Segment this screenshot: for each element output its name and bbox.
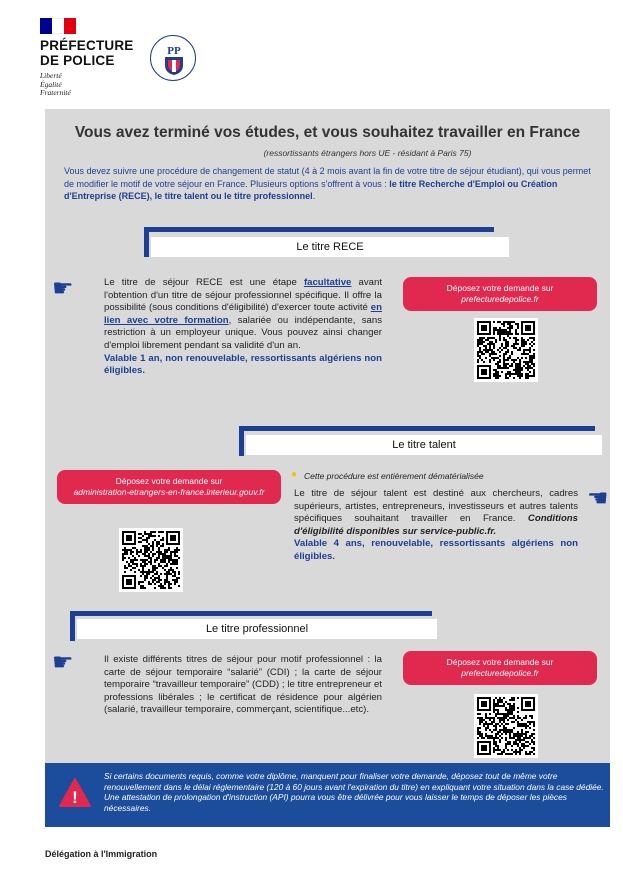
- devise: [40, 72, 71, 98]
- rece-text-1: Le titre de séjour RECE est une étape: [104, 277, 304, 288]
- talent-heading-accent-left: [239, 426, 244, 456]
- rece-description: [104, 277, 382, 378]
- devise-fraternite: Fraternité: [40, 88, 71, 97]
- pro-description: [104, 654, 382, 717]
- page-title: Vous avez terminé vos études, et vous souhaitez travailler en France: [74, 124, 581, 141]
- pro-button-line-1: Déposez votre demande sur: [446, 657, 554, 667]
- intro-end: .: [312, 191, 316, 201]
- lightbulb-icon: ●: [291, 469, 298, 480]
- intro-paragraph: [64, 165, 592, 203]
- warning-mark: !: [72, 788, 78, 807]
- alert-text: Si certains documents requis, comme votre diplôme, manquent pour finaliser votre demande, déposez tout de même votre renouvellement dans le délai réglementaire (120 à 60 jours avant l'expiration du titre) en expliquant votre situation dans la case dédiée. Une attestation de prolongation d'instruction (API) pourra vous être délivrée pour vous laisser le temps de déposer les pièces nécessaires.: [104, 771, 604, 813]
- rece-heading-accent-left: [144, 227, 149, 257]
- rece-qr-code[interactable]: [474, 318, 538, 382]
- talent-qr-code[interactable]: [119, 528, 183, 592]
- rece-heading: Le titre RECE: [151, 237, 509, 257]
- talent-note: Cette procédure est entièrement dématérialisée: [304, 471, 484, 481]
- talent-validity: Valable 4 ans, renouvelable, ressortissants algériens non éligibles.: [294, 538, 578, 562]
- talent-text: Le titre de séjour talent est destiné aux chercheurs, cadres supérieurs, artistes, entrepreneurs, investisseurs et autres talents spécifiques souhaitant travailler en France.: [294, 488, 578, 525]
- rece-button-link: prefecturedepolice.fr: [461, 294, 539, 304]
- rece-validity: Valable 1 an, non renouvelable, ressortissants algériens non éligibles.: [104, 352, 382, 377]
- intro-bold-options: le titre Recherche d'Emploi ou Création d'Entreprise (RECE), le titre talent ou le titre professionnel: [64, 178, 558, 201]
- prefecture-name: [40, 38, 134, 68]
- rece-text-2: avant l'obtention d'un titre de séjour professionnel spécifique. Il offre la possibilité (sous conditions d'éligibilité) d'exercer toute activité: [104, 277, 382, 314]
- prefecture-line-2: DE POLICE: [40, 53, 115, 68]
- svg-text:PP: PP: [167, 45, 181, 57]
- rece-button-line-1: Déposez votre demande sur: [446, 283, 554, 293]
- talent-button-link: administration-etrangers-en-france.interieur.gouv.fr: [73, 487, 265, 497]
- republique-flag-logo: [40, 18, 76, 34]
- pro-text: Il existe différents titres de séjour pour motif professionnel : la carte de séjour temporaire “salarié” (CDI) ; la carte de séjour temporaire “travailleur temporaire” (CDD) ; le titre entrepreneur et professions libérales ; le certificat de résidence pour algérien (salarié, travailleur temporaire, commerçant, scientifique...etc).: [104, 654, 382, 716]
- warning-triangle-icon: [58, 777, 92, 814]
- rece-heading-accent: [144, 227, 494, 232]
- rece-submit-button[interactable]: [403, 277, 597, 311]
- talent-conditions: Conditions d'éligibilité disponibles sur service-public.fr.: [294, 513, 578, 537]
- footer-text: Délégation à l'Immigration: [45, 849, 158, 859]
- page-subtitle: (ressortissants étrangers hors UE - résidant à Paris 75): [263, 148, 472, 158]
- pro-heading-accent-left: [70, 611, 75, 641]
- flag-white: [52, 18, 64, 34]
- devise-liberte: Liberté: [40, 71, 62, 80]
- talent-submit-button[interactable]: [57, 470, 281, 504]
- talent-button-line-1: Déposez votre demande sur: [115, 476, 223, 486]
- prefecture-police-emblem-icon: [150, 35, 196, 81]
- talent-heading: Le titre talent: [246, 435, 602, 455]
- flag-blue: [40, 18, 52, 34]
- pointing-hand-left-icon: ☛: [587, 485, 609, 512]
- pro-submit-button[interactable]: [403, 651, 597, 685]
- rece-text-3: , salariée ou indépendante, sans restriction à un employeur unique. Vous pouvez ainsi changer d'emploi librement pendant sa validité d'un an.: [104, 314, 383, 351]
- pro-button-link: prefecturedepolice.fr: [461, 668, 539, 678]
- flag-red: [64, 18, 76, 34]
- pointing-hand-right-icon: ☛: [52, 275, 74, 302]
- pointing-hand-right-icon-2: ☛: [52, 649, 74, 676]
- pro-qr-code[interactable]: [474, 694, 538, 758]
- pro-heading-accent: [70, 611, 432, 616]
- devise-egalite: Égalité: [40, 79, 62, 89]
- prefecture-line-1: PRÉFECTURE: [40, 38, 134, 53]
- rece-formation: en lien avec votre formation: [104, 302, 382, 326]
- intro-text: Vous devez suivre une procédure de changement de statut (4 à 2 mois avant la fin de votre titre de séjour étudiant), qui vous permet de modifier le motif de votre séjour en France. Plusieurs options s'offrent à vous :: [64, 166, 591, 189]
- rece-facultative: facultative: [303, 277, 352, 288]
- pro-heading: Le titre professionnel: [77, 619, 437, 639]
- talent-description: [294, 488, 578, 564]
- talent-heading-accent: [239, 426, 595, 431]
